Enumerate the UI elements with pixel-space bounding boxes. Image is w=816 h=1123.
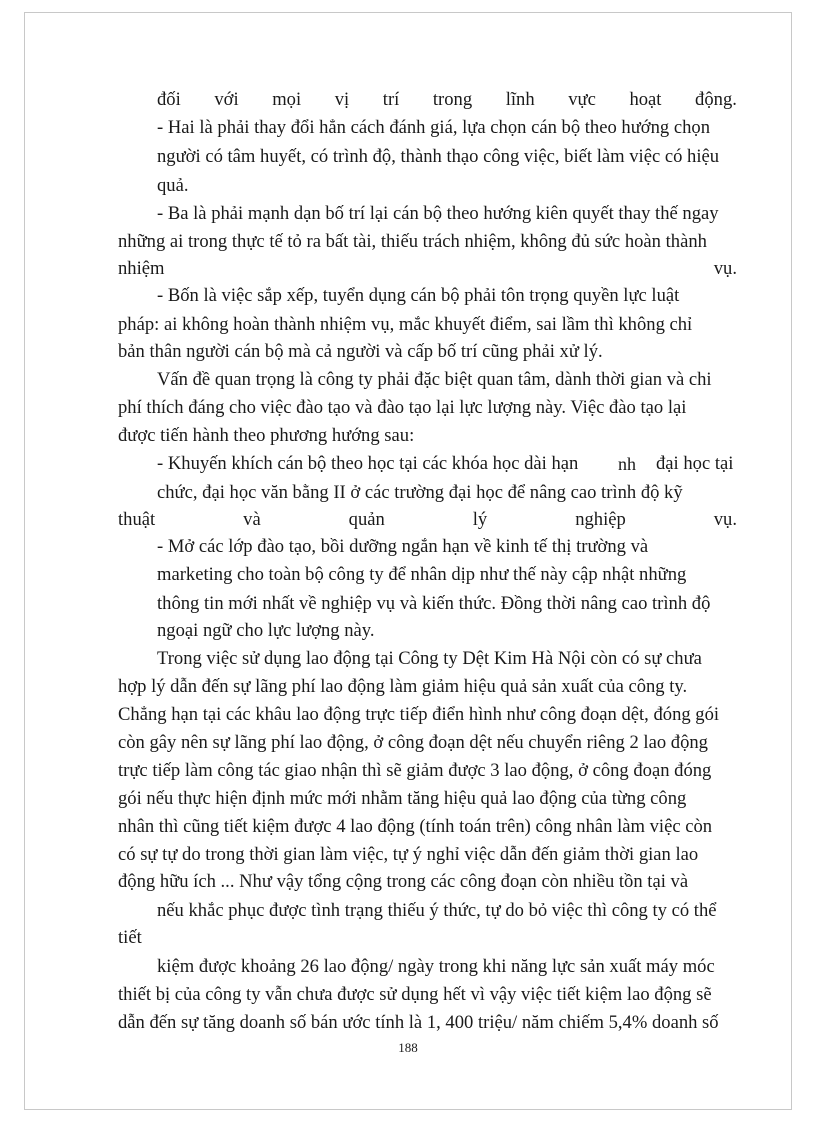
text-line (0, 86, 816, 114)
text-line: quả. (157, 175, 189, 196)
text-line: - Bốn là việc sắp xếp, tuyển dụng cán bộ phải tôn trọng quyền lực luật (157, 285, 680, 306)
text-line: dẫn đến sự tăng doanh số bán ước tính là 1, 400 triệu/ năm chiếm 5,4% doanh số (118, 1012, 719, 1033)
text-line: - Mở các lớp đào tạo, bồi dưỡng ngắn hạn về kinh tế thị trường và (157, 536, 649, 557)
text-line: Vấn đề quan trọng là công ty phải đặc biệt quan tâm, dành thời gian và chi (157, 369, 712, 390)
text-line (0, 506, 816, 534)
text-line: nhân thì cũng tiết kiệm được 4 lao động (tính toán trên) công nhân làm việc còn (118, 816, 713, 837)
text-line: gói nếu thực hiện định mức mới nhằm tăng hiệu quả lao động của từng công (118, 788, 687, 809)
text-line: phí thích đáng cho việc đào tạo và đào tạo lại lực lượng này. Việc đào tạo lại (118, 397, 687, 418)
text-line: - Ba là phải mạnh dạn bố trí lại cán bộ theo hướng kiên quyết thay thế ngay (157, 203, 719, 224)
page-number: 188 (398, 1040, 418, 1055)
text-line: nếu khắc phục được tình trạng thiếu ý thức, tự do bỏ việc thì công ty có thể (157, 900, 717, 921)
text-line: - Hai là phải thay đổi hẳn cách đánh giá, lựa chọn cán bộ theo hướng chọn (157, 117, 711, 138)
text-line (0, 255, 816, 283)
text-line: chức, đại học văn bằng II ở các trường đại học để nâng cao trình độ kỹ (157, 482, 683, 503)
text-line: thông tin mới nhất về nghiệp vụ và kiến thức. Đồng thời nâng cao trình độ (157, 593, 711, 614)
text-line: có sự tự do trong thời gian làm việc, tự ý nghỉ việc dẫn đến giảm thời gian lao (118, 844, 699, 865)
text-line: tiết (118, 927, 142, 948)
text-line: ngoại ngữ cho lực lượng này. (157, 620, 375, 641)
stray-text-fragment: nh (618, 454, 636, 474)
text-line: - Khuyến khích cán bộ theo học tại các khóa học dài hạn đại học tại (157, 453, 734, 474)
text-line: người có tâm huyết, có trình độ, thành thạo công việc, biết làm việc có hiệu (157, 146, 720, 167)
text-line: Chẳng hạn tại các khâu lao động trực tiếp điển hình như công đoạn dệt, đóng gói (118, 704, 720, 725)
text-line: được tiến hành theo phương hướng sau: (118, 425, 415, 446)
justified-line: nhiệm vụ. (118, 258, 737, 279)
text-line: động hữu ích ... Như vậy tổng cộng trong các công đoạn còn nhiều tồn tại và (118, 871, 689, 892)
text-line: Trong việc sử dụng lao động tại Công ty Dệt Kim Hà Nội còn có sự chưa (157, 648, 702, 669)
text-line: trực tiếp làm công tác giao nhận thì sẽ giảm được 3 lao động, ở công đoạn đóng (118, 760, 712, 781)
text-line: marketing cho toàn bộ công ty để nhân dịp như thế này cập nhật những (157, 564, 687, 585)
text-line: những ai trong thực tế tỏ ra bất tài, thiếu trách nhiệm, không đủ sức hoàn thành (118, 231, 707, 252)
text-line: hợp lý dẫn đến sự lãng phí lao động làm giảm hiệu quả sản xuất của công ty. (118, 676, 688, 697)
text-line: bản thân người cán bộ mà cả người và cấp bố trí cũng phải xử lý. (118, 341, 603, 362)
text-line: pháp: ai không hoàn thành nhiệm vụ, mắc khuyết điểm, sai lầm thì không chỉ (118, 314, 693, 335)
justified-line: đối với mọi vị trí trong lĩnh vực hoạt động. (157, 89, 737, 110)
text-line: thiết bị của công ty vẫn chưa được sử dụng hết vì vậy việc tiết kiệm lao động sẽ (118, 984, 712, 1005)
text-line: kiệm được khoảng 26 lao động/ ngày trong khi năng lực sản xuất máy móc (157, 956, 715, 977)
text-line: còn gây nên sự lãng phí lao động, ở công đoạn dệt nếu chuyển riêng 2 lao động (118, 732, 708, 753)
justified-line: thuật và quản lý nghiệp vụ. (118, 509, 737, 530)
